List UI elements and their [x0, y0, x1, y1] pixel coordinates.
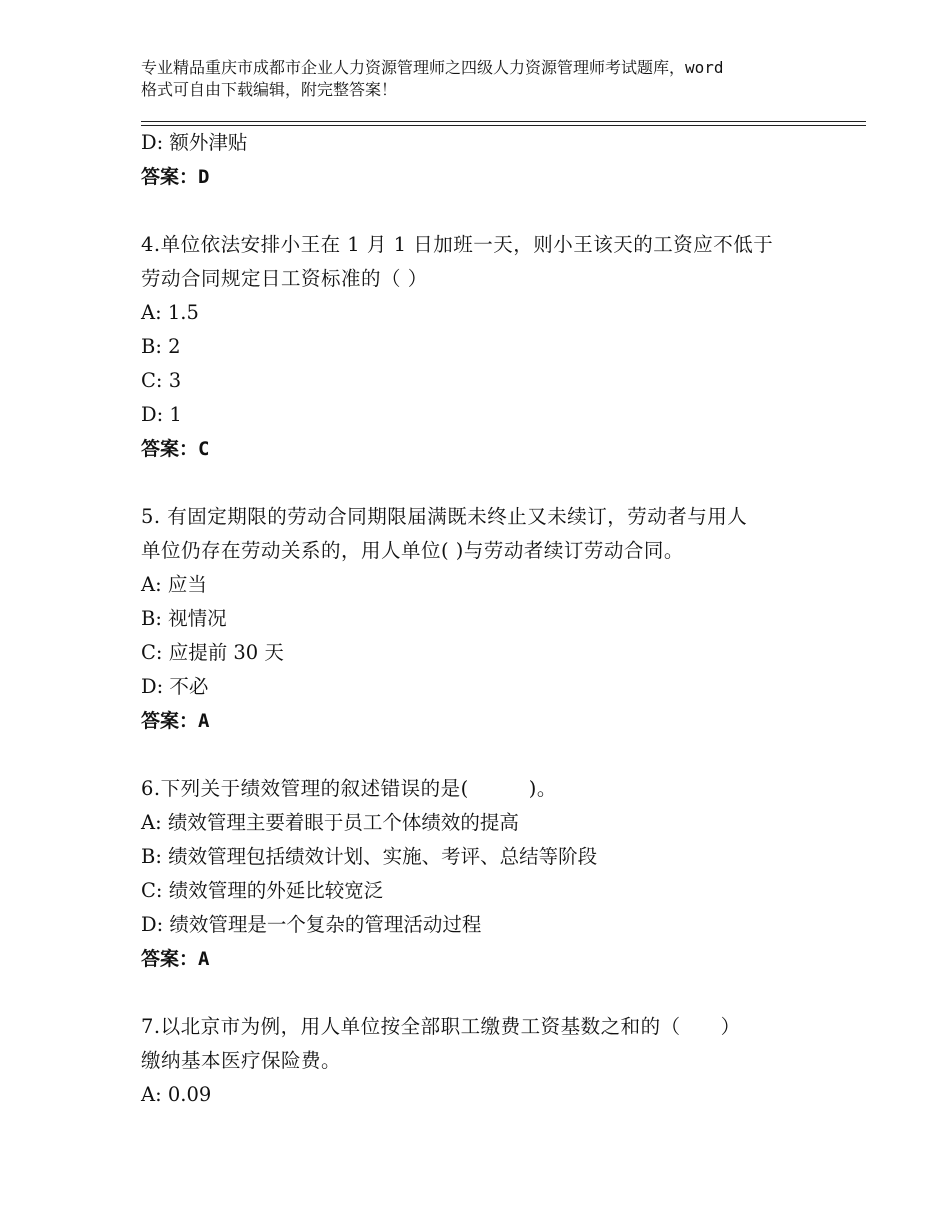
question-5	[141, 500, 841, 738]
question-5-answer: 答案：A	[141, 710, 210, 732]
spacer	[141, 738, 841, 772]
question-4-answer: 答案：C	[141, 438, 210, 460]
question-5-option-c: C: 应提前 30 天	[141, 641, 284, 664]
question-4	[141, 228, 841, 466]
spacer	[141, 466, 841, 500]
header-line-1: 专业精品重庆市成都市企业人力资源管理师之四级人力资源管理师考试题库，word	[141, 58, 724, 77]
question-5-option-b: B: 视情况	[141, 607, 227, 630]
question-6-option-a: A: 绩效管理主要着眼于员工个体绩效的提高	[141, 811, 519, 834]
question-7-option-a: A: 0.09	[141, 1083, 212, 1106]
question-5-option-a: A: 应当	[141, 573, 207, 596]
question-7-stem-line-1: 7.以北京市为例，用人单位按全部职工缴费工资基数之和的（ ）	[141, 1015, 741, 1038]
question-4-stem-line-2: 劳动合同规定日工资标准的（ ）	[141, 267, 428, 290]
question-4-option-d: D: 1	[141, 403, 182, 426]
question-4-option-c: C: 3	[141, 369, 182, 392]
prev-option-d: D: 额外津贴	[141, 131, 248, 154]
question-6-answer: 答案：A	[141, 948, 210, 970]
question-6-option-b: B: 绩效管理包括绩效计划、实施、考评、总结等阶段	[141, 845, 598, 868]
question-7-stem-line-2: 缴纳基本医疗保险费。	[141, 1049, 342, 1072]
question-6-option-d: D: 绩效管理是一个复杂的管理活动过程	[141, 913, 482, 936]
question-6-stem-line-1: 6.下列关于绩效管理的叙述错误的是( )。	[141, 777, 557, 800]
spacer	[141, 194, 841, 228]
question-5-stem-line-1: 5. 有固定期限的劳动合同期限届满既未终止又未续订，劳动者与用人	[141, 505, 748, 528]
question-5-stem-line-2: 单位仍存在劳动关系的，用人单位( )与劳动者续订劳动合同。	[141, 539, 684, 562]
question-4-option-a: A: 1.5	[141, 301, 199, 324]
prev-answer: 答案：D	[141, 166, 210, 188]
header-line-2: 格式可自由下载编辑，附完整答案！	[141, 80, 398, 99]
question-7	[141, 1010, 841, 1112]
question-6	[141, 772, 841, 976]
question-4-stem-line-1: 4.单位依法安排小王在 1 月 1 日加班一天，则小王该天的工资应不低于	[141, 233, 774, 256]
question-5-option-d: D: 不必	[141, 675, 209, 698]
question-4-option-b: B: 2	[141, 335, 181, 358]
spacer	[141, 976, 841, 1010]
header-divider-thick	[141, 121, 866, 122]
document-header	[141, 57, 841, 101]
question-content	[141, 126, 841, 1112]
question-6-option-c: C: 绩效管理的外延比较宽泛	[141, 879, 384, 902]
